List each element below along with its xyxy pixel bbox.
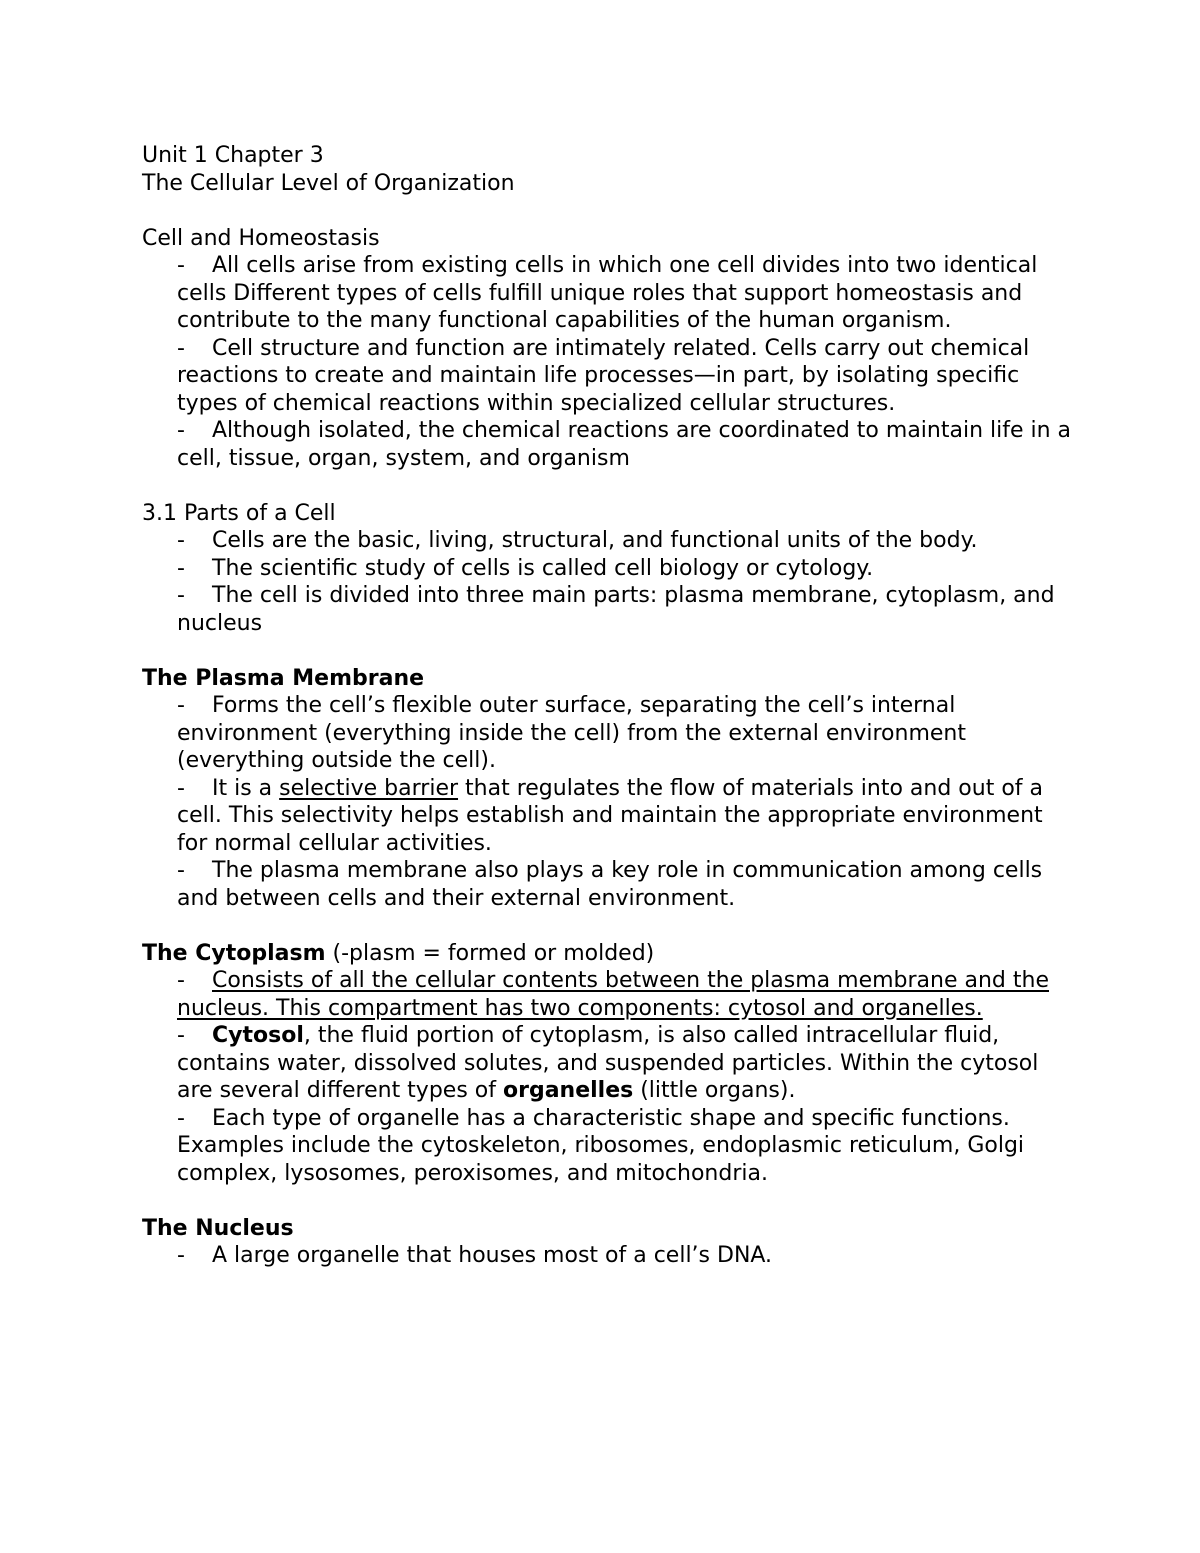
list-item: - Although isolated, the chemical reactions are coordinated to maintain life in a cell, tissue, organ, system, and organism [177, 417, 1072, 472]
list-item: - Each type of organelle has a characteristic shape and specific functions. Examples include the cytoskeleton, ribosomes, endoplasmic reticulum, Golgi complex, lysosomes, peroxisomes, and mitochondria. [177, 1105, 1072, 1188]
selective-barrier-term: selective barrier [279, 775, 459, 801]
plasma-membrane-list [142, 692, 1072, 912]
section-heading-cytoplasm: The Cytoplasm (-plasm = formed or molded) [142, 940, 655, 966]
list-item: - It is a selective barrier that regulates the flow of materials into and out of a cell. This selectivity helps establish and maintain the appropriate environment for normal cellular activities. [177, 775, 1072, 858]
list-item: - A large organelle that houses most of a cell’s DNA. [177, 1242, 1072, 1270]
document-body [142, 142, 1072, 1270]
list-item: - All cells arise from existing cells in which one cell divides into two identical cells Different types of cells fulfill unique roles that support homeostasis and contribute to the many functional capabilities of the human organism. [177, 252, 1072, 335]
section-heading-nucleus: The Nucleus [142, 1215, 294, 1241]
nucleus-list [142, 1242, 1072, 1270]
cytosol-term: Cytosol [212, 1023, 304, 1048]
section-heading-homeostasis: Cell and Homeostasis [142, 225, 380, 251]
organelles-term: organelles [502, 1078, 634, 1103]
section-heading-plasma-membrane: The Plasma Membrane [142, 665, 425, 691]
list-item: - The scientific study of cells is called cell biology or cytology. [177, 555, 1072, 583]
chapter-title: The Cellular Level of Organization [142, 170, 515, 196]
list-item: - Cytosol, the fluid portion of cytoplasm, is also called intracellular fluid, contains water, dissolved solutes, and suspended particles. Within the cytosol are several different types of organelles (little organs). [177, 1022, 1072, 1105]
list-item: - The cell is divided into three main parts: plasma membrane, cytoplasm, and nucleus [177, 582, 1072, 637]
unit-label: Unit 1 Chapter 3 [142, 143, 324, 168]
cytoplasm-list [142, 967, 1072, 1187]
list-item: - Cells are the basic, living, structural, and functional units of the body. [177, 527, 1072, 555]
homeostasis-list [142, 252, 1072, 472]
list-item: - The plasma membrane also plays a key role in communication among cells and between cells and their external environment. [177, 857, 1072, 912]
list-item: - Forms the cell’s flexible outer surface, separating the cell’s internal environment (everything inside the cell) from the external environment (everything outside the cell). [177, 692, 1072, 775]
section-heading-parts: 3.1 Parts of a Cell [142, 500, 336, 526]
list-item: - Consists of all the cellular contents between the plasma membrane and the nucleus. This compartment has two components: cytosol and organelles. [177, 967, 1072, 1022]
list-item: - Cell structure and function are intimately related. Cells carry out chemical reactions to create and maintain life processes—in part, by isolating specific types of chemical reactions within specialized cellular structures. [177, 335, 1072, 418]
parts-list [142, 527, 1072, 637]
